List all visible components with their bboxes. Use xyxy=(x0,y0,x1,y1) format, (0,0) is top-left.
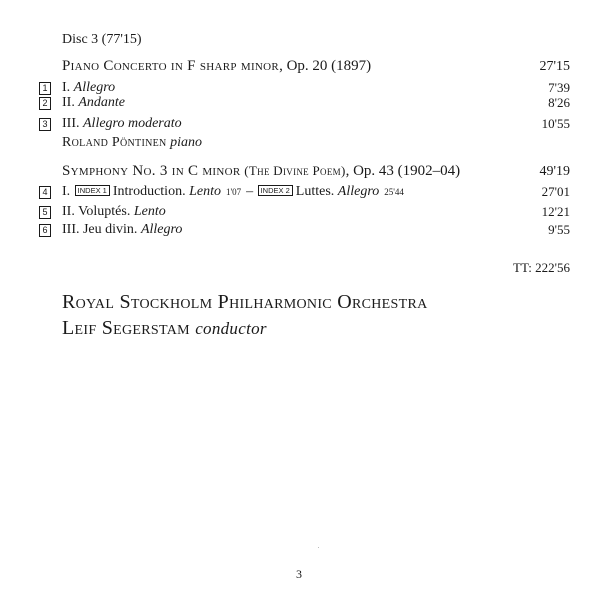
conductor-credit xyxy=(62,317,267,340)
track-title: II. Voluptés. Lento xyxy=(62,204,166,219)
soloist-role: piano xyxy=(170,135,202,150)
track-title: I. INDEX 1 Introduction. Lento 1'07 – INDEX 2 Luttes. Allegro 25'44 xyxy=(62,184,404,199)
track-number-box: 6 xyxy=(39,224,51,237)
tempo-marking: Allegro xyxy=(73,80,116,95)
track-title: I. Allegro xyxy=(62,80,116,95)
conductor-name: Leif Segerstam xyxy=(62,317,190,339)
work2-title-main: Symphony No. 3 in C minor xyxy=(62,163,241,179)
index-marker-2: INDEX 2 xyxy=(258,185,293,196)
work2-title-opus: , Op. 43 (1902–04) xyxy=(345,163,461,179)
page-number: 3 xyxy=(296,567,302,581)
work1-title-main: Piano Concerto in F sharp minor xyxy=(62,58,280,74)
tempo-marking: Andante xyxy=(78,95,125,110)
work1-title xyxy=(62,58,371,75)
track-title: II. Andante xyxy=(62,95,125,110)
tempo-marking: Allegro xyxy=(337,184,380,199)
track-number-box: 1 xyxy=(39,82,51,95)
track-row-2 xyxy=(0,95,600,117)
track-number-box: 4 xyxy=(39,186,51,199)
tempo-marking: Lento xyxy=(189,184,221,199)
track-number-box: 3 xyxy=(39,118,51,131)
index-marker-1: INDEX 1 xyxy=(75,185,110,196)
track-duration: 10'55 xyxy=(541,116,570,131)
work2-duration: 49'19 xyxy=(539,164,570,179)
disc-heading: Disc 3 (77'15) xyxy=(62,32,142,47)
track-row-6 xyxy=(0,222,600,244)
track-duration: 8'26 xyxy=(548,95,570,110)
index-time-2: 25'44 xyxy=(384,187,404,197)
tempo-marking: Allegro xyxy=(140,222,183,237)
work1-title-opus: , Op. 20 (1897) xyxy=(279,58,372,74)
soloist-name: Roland Pöntinen xyxy=(62,135,167,150)
track-duration: 9'55 xyxy=(548,222,570,237)
track-duration: 12'21 xyxy=(541,204,570,219)
track-duration: 7'39 xyxy=(548,80,570,95)
total-time: TT: 222'56 xyxy=(513,260,570,275)
track-row-4 xyxy=(0,184,600,206)
soloist-credit xyxy=(62,135,202,151)
index-time-1: 1'07 xyxy=(225,187,242,197)
track-number-box: 5 xyxy=(39,206,51,219)
track-title: III. Jeu divin. Allegro xyxy=(62,222,183,237)
tempo-marking: Allegro moderato xyxy=(83,116,182,131)
orchestra-credit: Royal Stockholm Philharmonic Orchestra xyxy=(62,291,428,313)
speck-mark xyxy=(318,547,319,548)
track-number-box: 2 xyxy=(39,97,51,110)
track-duration: 27'01 xyxy=(541,184,570,199)
work2-title xyxy=(62,163,460,180)
conductor-role: conductor xyxy=(195,319,267,338)
work1-duration: 27'15 xyxy=(539,59,570,74)
tempo-marking: Lento xyxy=(133,204,166,219)
track-title: III. Allegro moderato xyxy=(62,116,182,131)
work2-subtitle: (The Divine Poem) xyxy=(244,163,346,178)
